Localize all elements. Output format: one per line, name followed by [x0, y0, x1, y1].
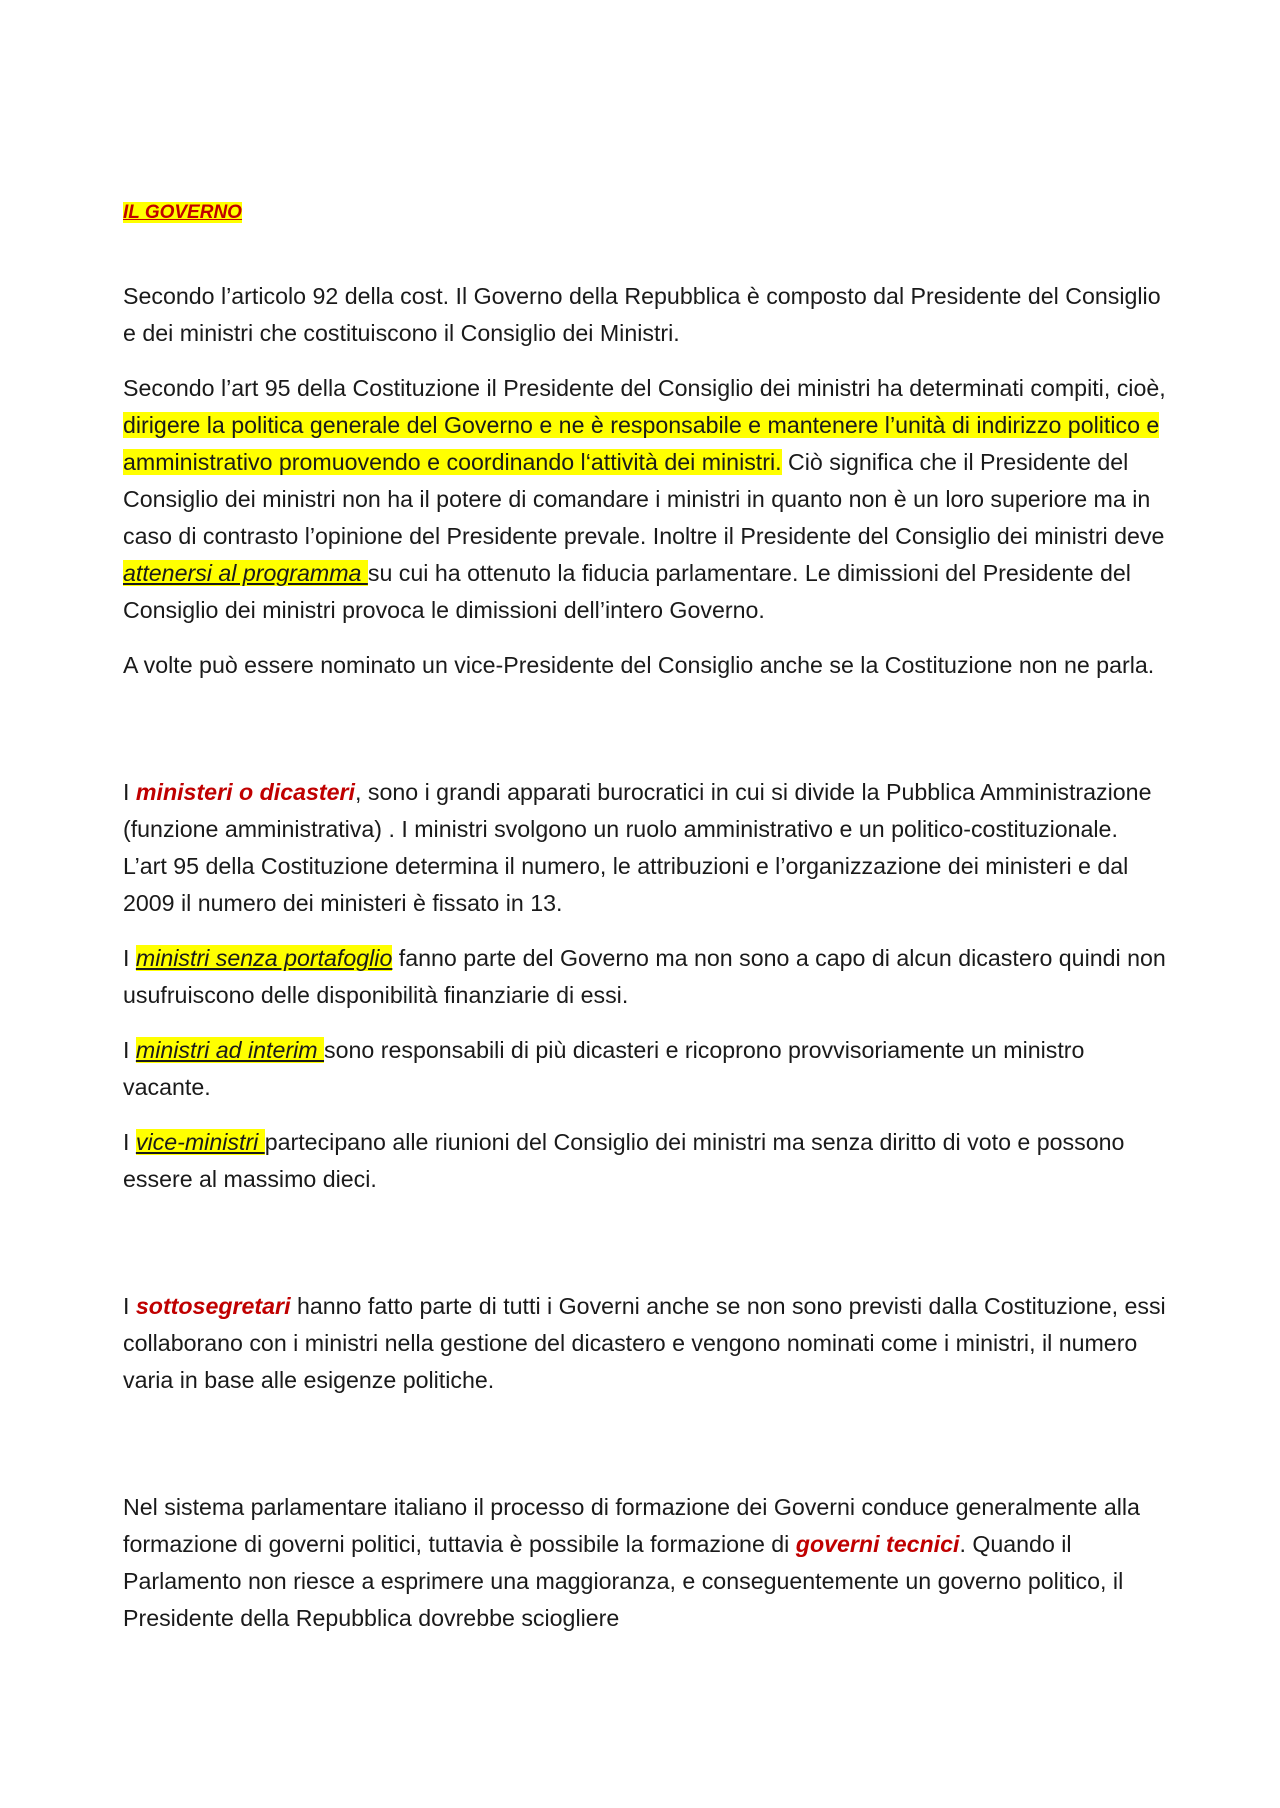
paragraph-text: fanno parte del Governo ma non sono a capo di alcun dicastero quindi non usufruiscono delle disponibilità finanziarie di essi. — [123, 945, 1166, 1008]
paragraph-text: Nel sistema parlamentare italiano il processo di formazione dei Governi conduce generalmente alla formazione di governi politici, tuttavia è possibile la formazione di — [123, 1494, 1140, 1557]
paragraph-text: . Quando il Parlamento non riesce a esprimere una maggioranza, e conseguentemente un governo politico, il Presidente della Repubblica dovrebbe sciogliere — [123, 1531, 1124, 1631]
paragraph-text: su cui ha ottenuto la fiducia parlamentare. Le dimissioni del Presidente del Consiglio dei ministri provoca le dimissioni dell’intero Governo. — [123, 560, 1131, 623]
paragraph-art-95 — [123, 370, 1168, 629]
term-sottosegretari: sottosegretari — [135, 1293, 291, 1319]
paragraph-text: Secondo l’art 95 della Costituzione il Presidente del Consiglio dei ministri ha determinati compiti, cioè, — [123, 375, 1166, 401]
term-ministri-senza-portafoglio: ministri senza portafoglio — [135, 945, 393, 971]
paragraph-text: I — [123, 1293, 136, 1319]
term-ministri-ad-interim: ministri ad interim — [135, 1037, 325, 1063]
paragraph-vice-presidente: A volte può essere nominato un vice-Presidente del Consiglio anche se la Costituzione non ne parla. — [123, 652, 1155, 678]
paragraph-ministri-ad-interim — [123, 1032, 1168, 1106]
paragraph-governi-tecnici — [123, 1489, 1168, 1637]
paragraph-text: Ciò significa che il Presidente del Consiglio dei ministri non ha il potere di comandare i ministri in quanto non è un loro superiore ma in caso di contrasto l’opinione del Presidente prevale. Inoltre il Presidente del Consiglio dei ministri deve — [123, 449, 1165, 549]
paragraph-text: hanno fatto parte di tutti i Governi anche se non sono previsti dalla Costituzione, essi collaborano con i ministri nella gestione del dicastero e vengono nominati come i ministri, il numero varia in base alle esigenze politiche. — [123, 1293, 1166, 1393]
document-body — [123, 200, 1168, 1637]
paragraph-ministeri — [123, 774, 1168, 922]
paragraph-ministri-senza-portafoglio — [123, 940, 1168, 1014]
paragraph-text: I — [123, 779, 136, 805]
paragraph-text: I — [123, 945, 136, 971]
term-governi-tecnici: governi tecnici — [795, 1531, 960, 1557]
term-ministeri: ministeri o dicasteri — [135, 779, 355, 805]
paragraph-text: sono responsabili di più dicasteri e ricoprono provvisoriamente un ministro vacante. — [123, 1037, 1085, 1100]
highlighted-text: dirigere la politica generale del Governo e ne è responsabile e mantenere l’unità di indirizzo politico e amministrativo promuovendo e coordinando l‘attività dei ministri. — [123, 412, 1160, 475]
paragraph-text: , sono i grandi apparati burocratici in cui si divide la Pubblica Amministrazione (funzione amministrativa) . I ministri svolgono un ruolo amministrativo e un politico-costituzionale. L’art 95 della Costituzione determina il numero, le attribuzioni e l’organizzazione dei ministeri e dal 2009 il numero dei ministeri è fissato in 13. — [123, 779, 1152, 916]
paragraph-text: I — [123, 1037, 136, 1063]
paragraph-sottosegretari — [123, 1288, 1168, 1399]
paragraph-art-92: Secondo l’articolo 92 della cost. Il Governo della Repubblica è composto dal Presidente del Consiglio e dei ministri che costituiscono il Consiglio dei Ministri. — [123, 283, 1161, 346]
paragraph-text: I — [123, 1129, 136, 1155]
title-text: IL GOVERNO — [123, 202, 242, 223]
page-title — [123, 200, 1168, 226]
term-vice-ministri: vice-ministri — [135, 1129, 265, 1155]
paragraph-vice-ministri — [123, 1124, 1168, 1198]
paragraph-text: partecipano alle riunioni del Consiglio dei ministri ma senza diritto di voto e possono essere al massimo dieci. — [123, 1129, 1125, 1192]
emphasized-term: attenersi al programma — [123, 560, 368, 586]
